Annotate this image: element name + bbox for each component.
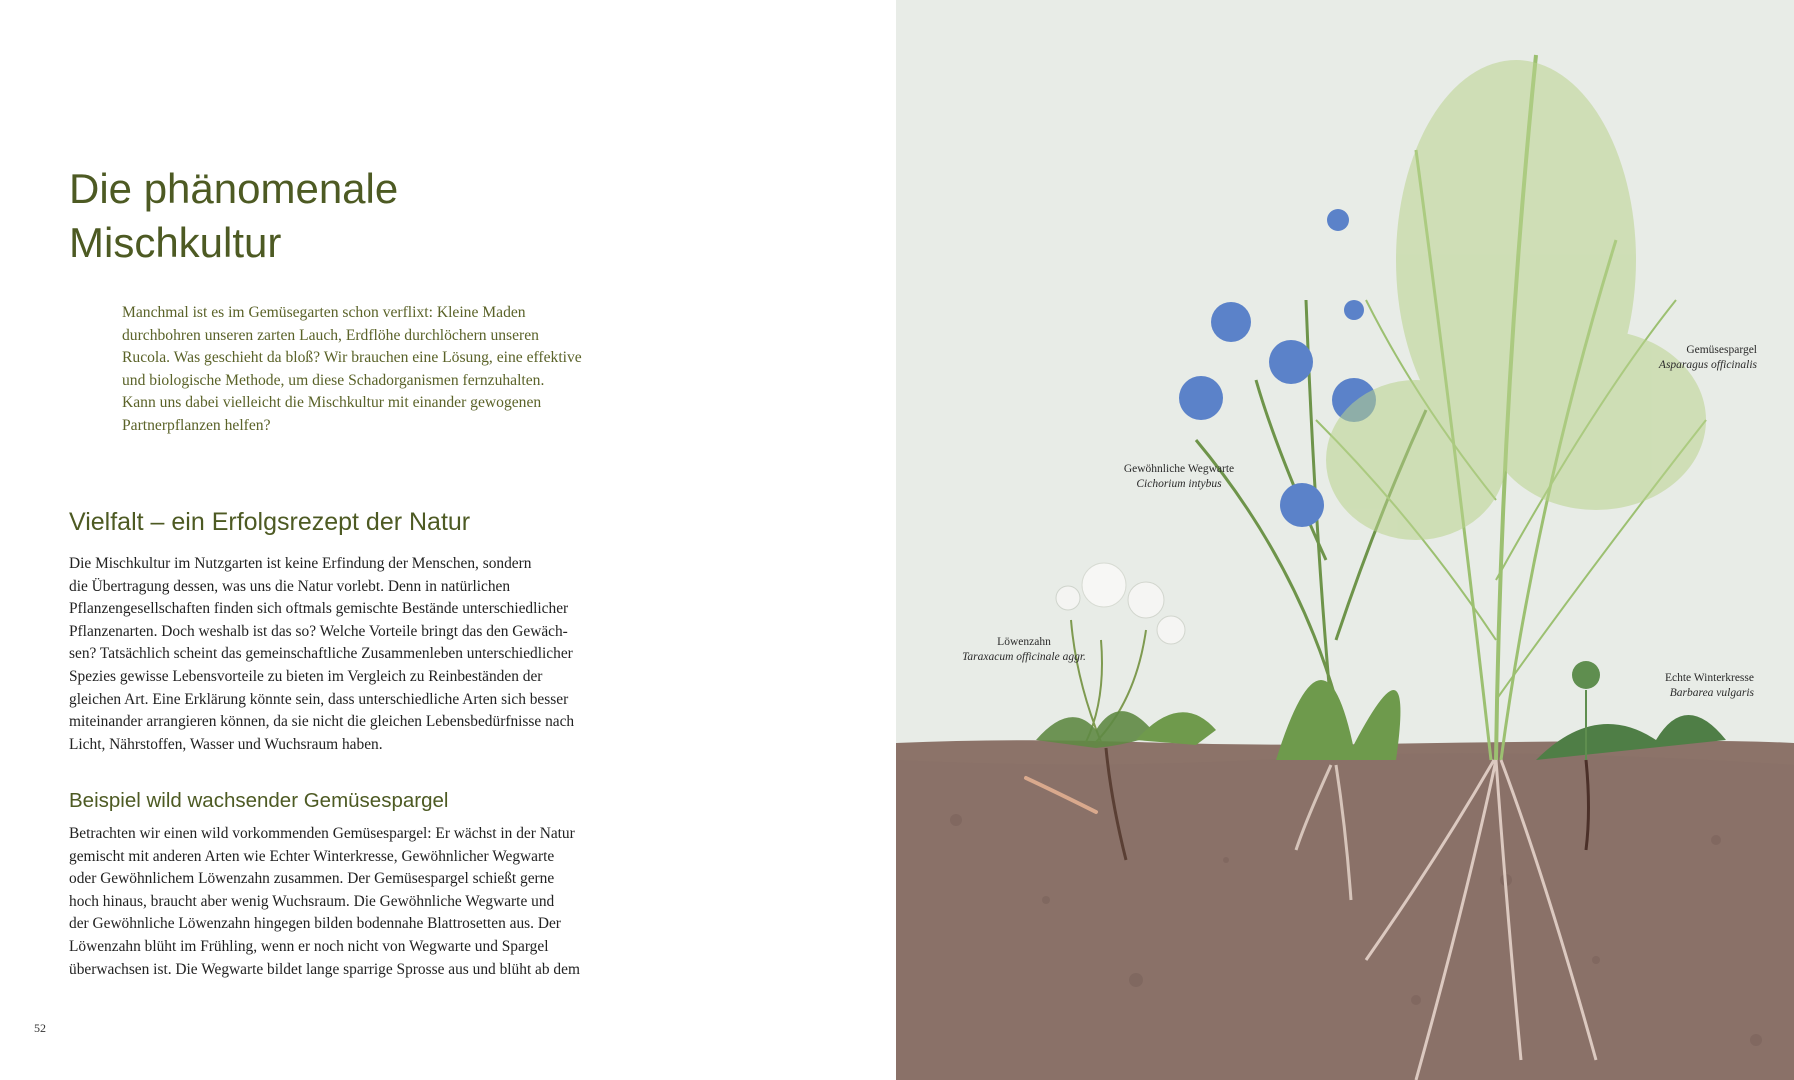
body-line: oder Gewöhnlichem Löwenzahn zusammen. Der Gemüsespargel schießt gerne — [69, 870, 555, 888]
body-line: Pflanzenarten. Doch weshalb ist das so? Welche Vorteile bringt das den Gewäch- — [69, 622, 568, 640]
label-latin-name: Taraxacum officinale aggr. — [962, 651, 1086, 663]
body-line: Die Mischkultur im Nutzgarten ist keine Erfindung der Menschen, sondern — [69, 555, 532, 572]
intro-line: durchbohren unseren zarten Lauch, Erdflöhe durchlöchern unseren — [122, 326, 539, 344]
body-paragraph-2 — [69, 823, 629, 981]
page-title — [69, 162, 769, 270]
intro-line: und biologische Methode, um diese Schadorganismen fernzuhalten. — [122, 371, 545, 389]
body-paragraph-1 — [69, 553, 629, 756]
label-latin-name: Cichorium intybus — [1136, 478, 1222, 490]
label-latin-name: Barbarea vulgaris — [1669, 687, 1754, 699]
label-wintercress — [1616, 671, 1754, 701]
label-chicory — [1109, 462, 1249, 492]
left-page — [0, 0, 896, 1080]
intro-line: Manchmal ist es im Gemüsegarten schon verflixt: Kleine Maden — [122, 304, 526, 321]
intro-paragraph — [122, 302, 642, 438]
label-common-name: Gemüsespargel — [1686, 344, 1757, 356]
body-line: der Gewöhnliche Löwenzahn hingegen bilden bodennahe Blattrosetten aus. Der — [69, 915, 561, 933]
page-number: 52 — [34, 1021, 46, 1035]
section-heading: Vielfalt – ein Erfolgsrezept der Natur — [69, 508, 471, 536]
label-asparagus — [1494, 343, 1757, 373]
plant-illustration — [896, 0, 1794, 1080]
body-line: Spezies gewisse Lebensvorteile zu bieten im Vergleich zu Reinbeständen der — [69, 667, 543, 685]
body-line: gemischt mit anderen Arten wie Echter Winterkresse, Gewöhnlicher Wegwarte — [69, 847, 555, 865]
body-line: hoch hinaus, braucht aber wenig Wuchsraum. Die Gewöhnliche Wegwarte und — [69, 892, 555, 910]
title-line-2: Mischkultur — [69, 219, 282, 266]
body-line: miteinander arrangieren können, da sie nicht die gleichen Lebensbedürfnisse nach — [69, 713, 575, 731]
body-line: sen? Tatsächlich scheint das gemeinschaftliche Zusammenleben unterschiedlicher — [69, 645, 573, 663]
body-line: überwachsen ist. Die Wegwarte bildet lange sparrige Sprosse aus und blüht ab dem — [69, 960, 580, 978]
asparagus-foliage — [1326, 60, 1706, 540]
label-common-name: Löwenzahn — [997, 636, 1051, 648]
intro-line: Partnerpflanzen helfen? — [122, 416, 271, 434]
intro-line: Kann uns dabei vielleicht die Mischkultur mit einander gewogenen — [122, 394, 542, 412]
soil-texture — [896, 753, 1794, 1080]
body-line: die Übertragung dessen, was uns die Natur vorlebt. Denn in natürlichen — [69, 577, 511, 595]
subsection-heading: Beispiel wild wachsender Gemüsespargel — [69, 789, 449, 812]
label-dandelion — [944, 635, 1104, 665]
body-line: Licht, Nährstoffen, Wasser und Wuchsraum haben. — [69, 735, 383, 753]
intro-line: Rucola. Was geschieht da bloß? Wir brauchen eine Lösung, eine effektive — [122, 349, 582, 367]
body-line: Betrachten wir einen wild vorkommenden Gemüsespargel: Er wächst in der Natur — [69, 825, 575, 842]
label-common-name: Echte Winterkresse — [1664, 672, 1754, 684]
body-line: Pflanzengesellschaften finden sich oftmals gemischte Bestände unterschiedlicher — [69, 600, 569, 618]
body-line: gleichen Art. Eine Erklärung könnte sein, dass unterschiedliche Arten sich besser — [69, 690, 569, 708]
right-page-illustration — [896, 0, 1794, 1080]
title-line-1: Die phänomenale — [69, 165, 399, 212]
label-latin-name: Asparagus officinalis — [1658, 359, 1757, 371]
body-line: Löwenzahn blüht im Frühling, wenn er noch nicht von Wegwarte und Spargel — [69, 937, 549, 955]
label-common-name: Gewöhnliche Wegwarte — [1123, 463, 1235, 475]
